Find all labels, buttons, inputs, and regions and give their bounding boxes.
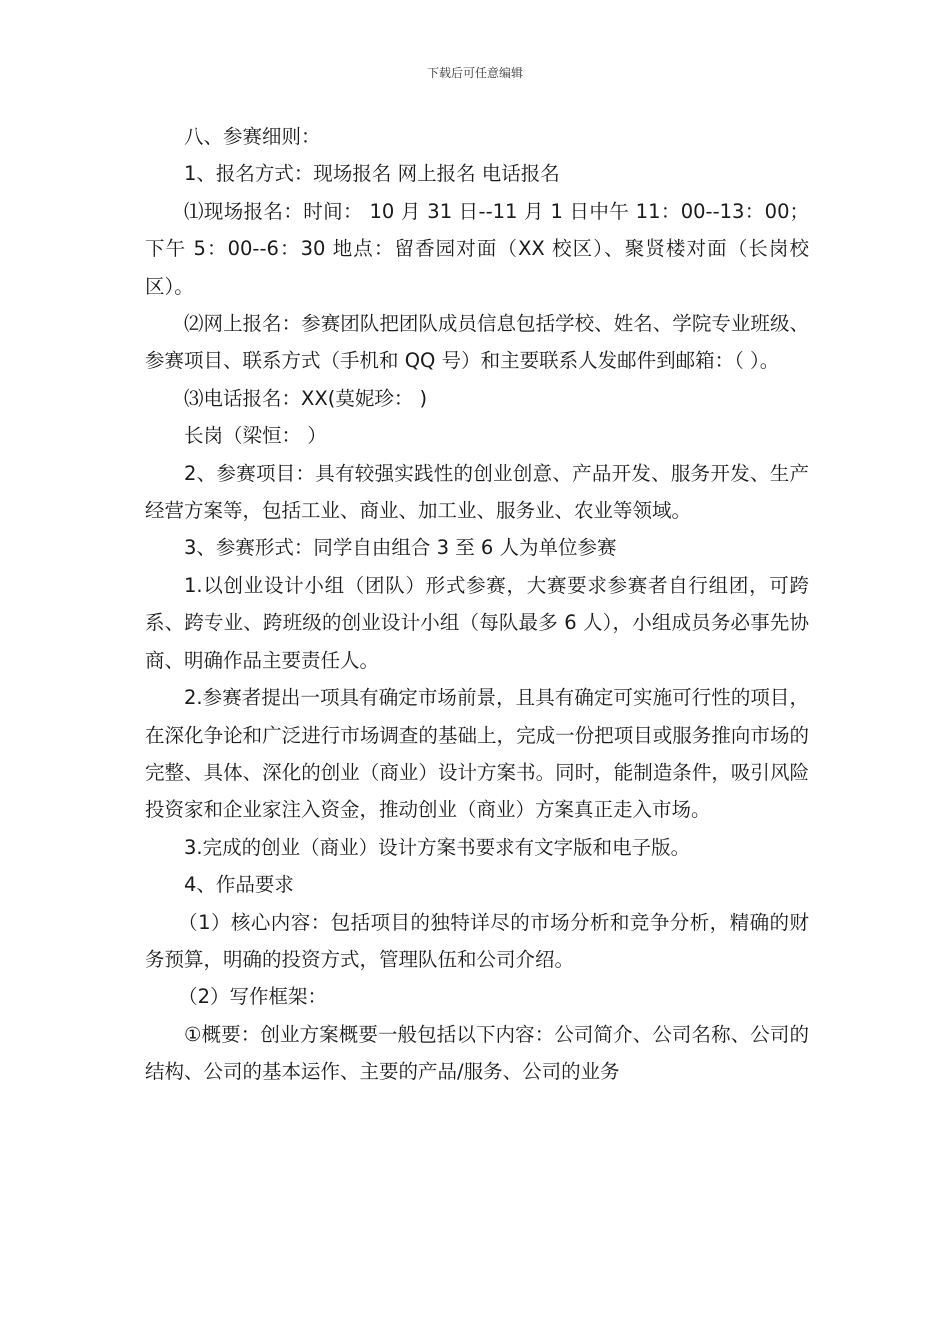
paragraph: ⑴现场报名：时间： 10 月 31 日--11 月 1 日中午 11：00--13：00；下午 5：00--6：30 地点：留香园对面（XX 校区）、聚贤楼对面（长岗校区）。	[145, 199, 809, 298]
paragraph: ⑶电话报名：XX(莫妮珍： )	[184, 386, 428, 410]
paragraph: 3、参赛形式：同学自由组合 3 至 6 人为单位参赛	[184, 536, 617, 560]
section-heading: 八、参赛细则：	[184, 125, 321, 148]
paragraph: 长岗（梁恒： ）	[184, 424, 327, 448]
section-heading: 4、作品要求	[184, 873, 294, 897]
document-body	[145, 118, 809, 1091]
paragraph: 3.完成的创业（商业）设计方案书要求有文字版和电子版。	[184, 835, 691, 859]
page-header: 下载后可任意编辑	[426, 66, 523, 80]
paragraph: ①概要：创业方案概要一般包括以下内容：公司简介、公司名称、公司的结构、公司的基本运作、主要的产品/服务、公司的业务	[145, 1022, 809, 1084]
paragraph: （2）写作框架：	[178, 985, 328, 1009]
paragraph: 2、参赛项目：具有较强实践性的创业创意、产品开发、服务开发、生产经营方案等，包括工业、商业、加工业、服务业、农业等领域。	[145, 461, 809, 523]
paragraph: 1.以创业设计小组（团队）形式参赛，大赛要求参赛者自行组团，可跨系、跨专业、跨班级的创业设计小组（每队最多 6 人），小组成员务必事先协商、明确作品主要责任人。	[145, 573, 809, 672]
paragraph: 2.参赛者提出一项具有确定市场前景，且具有确定可实施可行性的项目，在深化争论和广泛进行市场调查的基础上，完成一份把项目或服务推向市场的完整、具体、深化的创业（商业）设计方案书。同时，能制造条件，吸引风险投资家和企业家注入资金，推动创业（商业）方案真正走入市场。	[145, 686, 809, 822]
paragraph: （1）核心内容：包括项目的独特详尽的市场分析和竞争分析，精确的财务预算，明确的投资方式，管理队伍和公司介绍。	[145, 910, 809, 971]
paragraph: 1、报名方式：现场报名 网上报名 电话报名	[184, 162, 560, 186]
paragraph: ⑵网上报名：参赛团队把团队成员信息包括学校、姓名、学院专业班级、参赛项目、联系方式（手机和 QQ 号）和主要联系人发邮件到邮箱：（ ）。	[145, 312, 809, 373]
